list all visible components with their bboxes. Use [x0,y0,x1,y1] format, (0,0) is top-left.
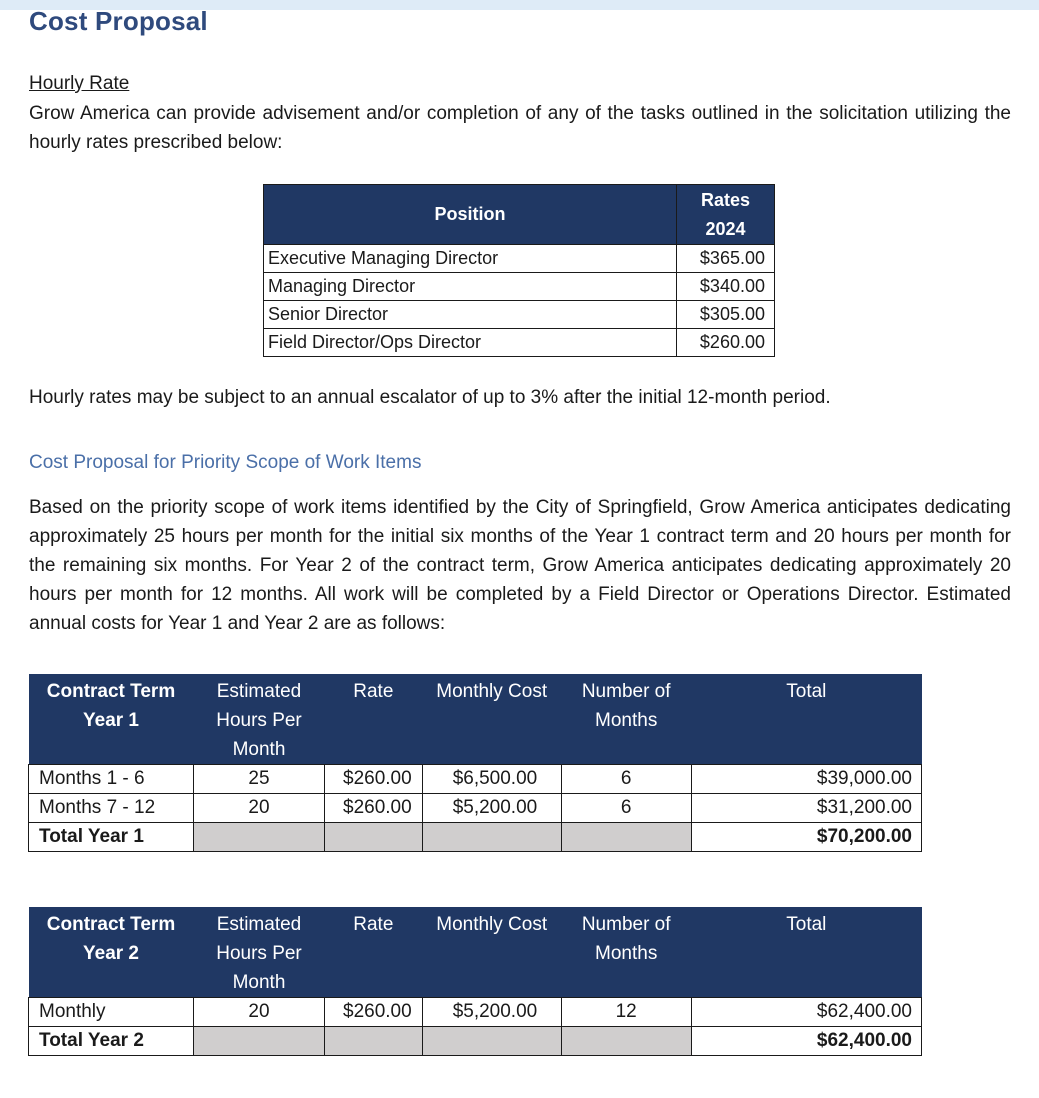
hours-cell: 20 [194,794,325,823]
estimated-hours-header: Estimated Hours Per Month [194,907,325,998]
hours-cell: 25 [194,765,325,794]
term-cell: Months 1 - 6 [29,765,194,794]
priority-section-heading: Cost Proposal for Priority Scope of Work Items [29,452,422,473]
total-cell: $62,400.00 [691,998,921,1027]
contract-term-header: Contract Term Year 2 [29,907,194,998]
table-row [264,301,775,329]
table-row [264,273,775,301]
empty-cell [325,823,423,852]
term-cell: Months 7 - 12 [29,794,194,823]
total-row [29,823,922,852]
empty-cell [325,1027,423,1056]
table-row [264,329,775,357]
empty-cell [194,823,325,852]
position-rate: $340.00 [677,273,775,301]
page-title: Cost Proposal [29,6,208,36]
table-row [29,794,922,823]
monthly-cost-header: Monthly Cost [422,907,561,998]
estimated-hours-header: Estimated Hours Per Month [194,674,325,765]
priority-section-body: Based on the priority scope of work items identified by the City of Springfield, Grow America anticipates dedicating approximately 25 hours per month for the initial six months of the Year 1 contract term and 20 hours per month for the remaining six months. For Year 2 of the contract term, Grow America anticipates dedicating approximately 20 hours per month for 12 months. All work will be completed by a Field Director or Operations Director. Estimated annual costs for Year 1 and Year 2 are as follows: [29,497,1011,634]
rates-header: Rates [677,185,775,216]
table-row [29,998,922,1027]
total-header: Total [691,907,921,998]
empty-cell [561,823,691,852]
total-value: $62,400.00 [691,1027,921,1056]
monthly-cost-header: Monthly Cost [422,674,561,765]
hourly-rate-heading: Hourly Rate [29,73,130,94]
position-rate: $260.00 [677,329,775,357]
total-value: $70,200.00 [691,823,921,852]
months-cell: 6 [561,794,691,823]
rate-header: Rate [325,674,423,765]
hourly-rates-table [263,184,775,357]
empty-cell [194,1027,325,1056]
monthly-cell: $5,200.00 [422,998,561,1027]
empty-cell [422,823,561,852]
position-name: Executive Managing Director [264,245,677,273]
number-of-months-header: Number of Months [561,674,691,765]
total-header: Total [691,674,921,765]
hours-cell: 20 [194,998,325,1027]
position-name: Senior Director [264,301,677,329]
total-cell: $31,200.00 [691,794,921,823]
rates-year-header: 2024 [677,215,775,245]
position-rate: $305.00 [677,301,775,329]
position-name: Field Director/Ops Director [264,329,677,357]
total-label: Total Year 1 [29,823,194,852]
year2-cost-table [28,907,922,1056]
position-name: Managing Director [264,273,677,301]
year1-cost-table [28,674,922,852]
term-cell: Monthly [29,998,194,1027]
table-row [29,765,922,794]
total-cell: $39,000.00 [691,765,921,794]
rate-cell: $260.00 [325,998,423,1027]
escalator-note: Hourly rates may be subject to an annual escalator of up to 3% after the initial 12-month period. [29,387,831,408]
contract-term-header: Contract Term Year 1 [29,674,194,765]
empty-cell [422,1027,561,1056]
monthly-cell: $6,500.00 [422,765,561,794]
number-of-months-header: Number of Months [561,907,691,998]
position-header: Position [264,185,677,245]
table-row [264,245,775,273]
total-row [29,1027,922,1056]
hourly-rate-intro: Grow America can provide advisement and/or completion of any of the tasks outlined in the solicitation utilizing the hourly rates prescribed below: [29,103,1011,153]
rate-header: Rate [325,907,423,998]
rate-cell: $260.00 [325,765,423,794]
months-cell: 6 [561,765,691,794]
rate-cell: $260.00 [325,794,423,823]
empty-cell [561,1027,691,1056]
monthly-cell: $5,200.00 [422,794,561,823]
months-cell: 12 [561,998,691,1027]
total-label: Total Year 2 [29,1027,194,1056]
position-rate: $365.00 [677,245,775,273]
